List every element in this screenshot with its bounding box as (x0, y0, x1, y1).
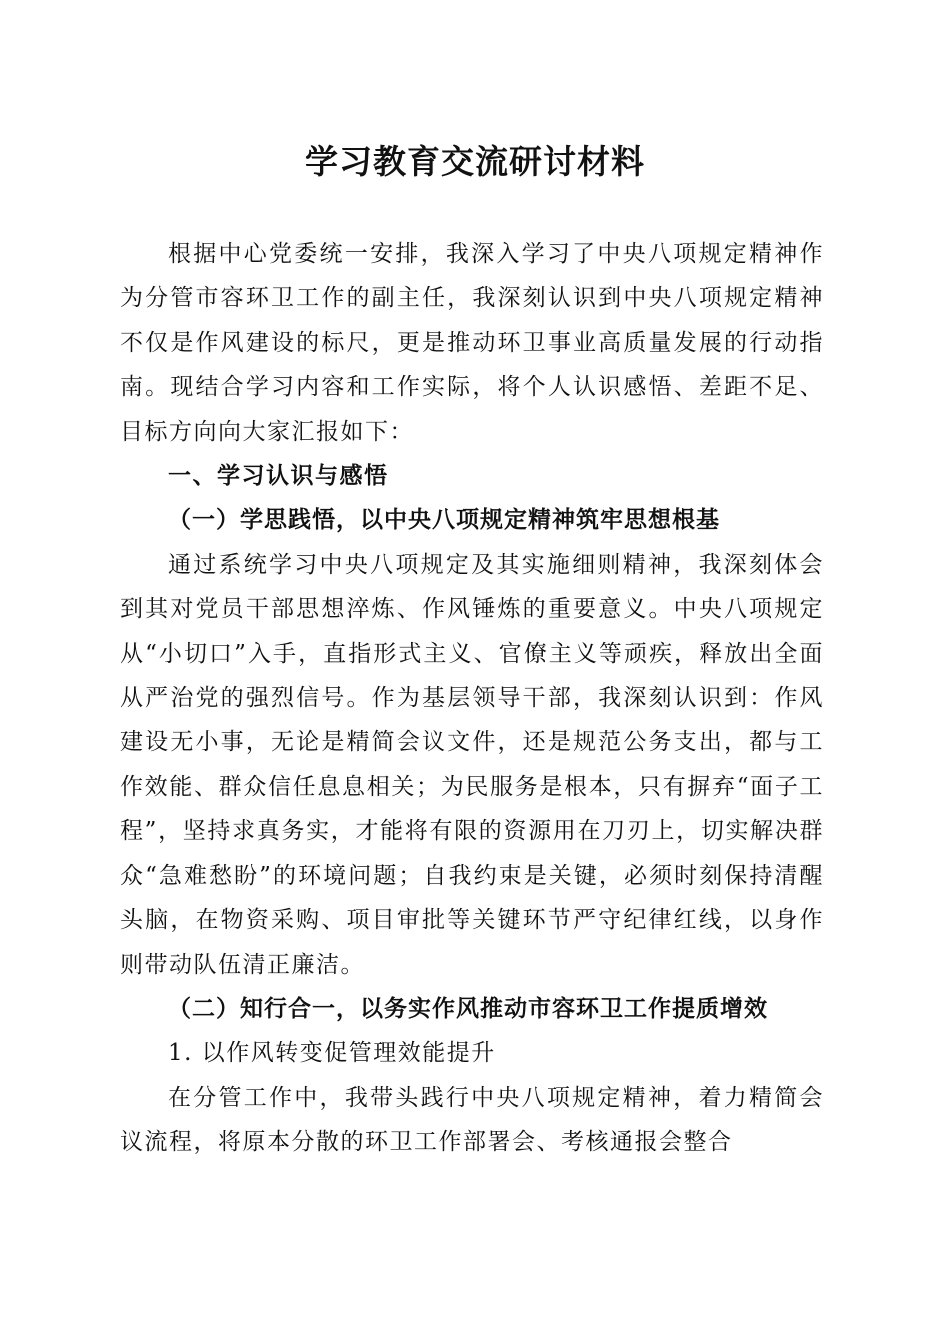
document-title: 学习教育交流研讨材料 (305, 142, 645, 181)
document-body (120, 232, 824, 1165)
intro-paragraph: 根据中心党委统一安排，我深入学习了中央八项规定精神作为分管市容环卫工作的副主任，我深刻认识到中央八项规定精神不仅是作风建设的标尺，更是推动环卫事业高质量发展的行动指南。现结合学习内容和工作实际，将个人认识感悟、差距不足、目标方向向大家汇报如下： (120, 241, 824, 445)
subsection-paragraph-1: 通过系统学习中央八项规定及其实施细则精神，我深刻体会到其对党员干部思想淬炼、作风锤炼的重要意义。中央八项规定从“小切口”入手，直指形式主义、官僚主义等顽疾，释放出全面从严治党的强烈信号。作为基层领导干部，我深刻认识到：作风建设无小事，无论是精简会议文件，还是规范公务支出，都与工作效能、群众信任息息相关；为民服务是根本，只有摒弃“面子工程”，坚持求真务实，才能将有限的资源用在刀刃上，切实解决群众“急难愁盼”的环境问题；自我约束是关键，必须时刻保持清醒头脑，在物资采购、项目审批等关键环节严守纪律红线，以身作则带动队伍清正廉洁。 (120, 551, 824, 978)
item-heading-1: 1. 以作风转变促管理效能提升 (168, 1040, 496, 1067)
subsection-heading-1: （一）学思践悟，以中央八项规定精神筑牢思想根基 (168, 506, 720, 534)
section-heading-1: 一、学习认识与感悟 (168, 463, 389, 490)
subsection-heading-2: （二）知行合一，以务实作风推动市容环卫工作提质增效 (168, 994, 768, 1022)
item-paragraph-1: 在分管工作中，我带头践行中央八项规定精神，着力精简会议流程，将原本分散的环卫工作部署会、考核通报会整合 (120, 1084, 824, 1156)
